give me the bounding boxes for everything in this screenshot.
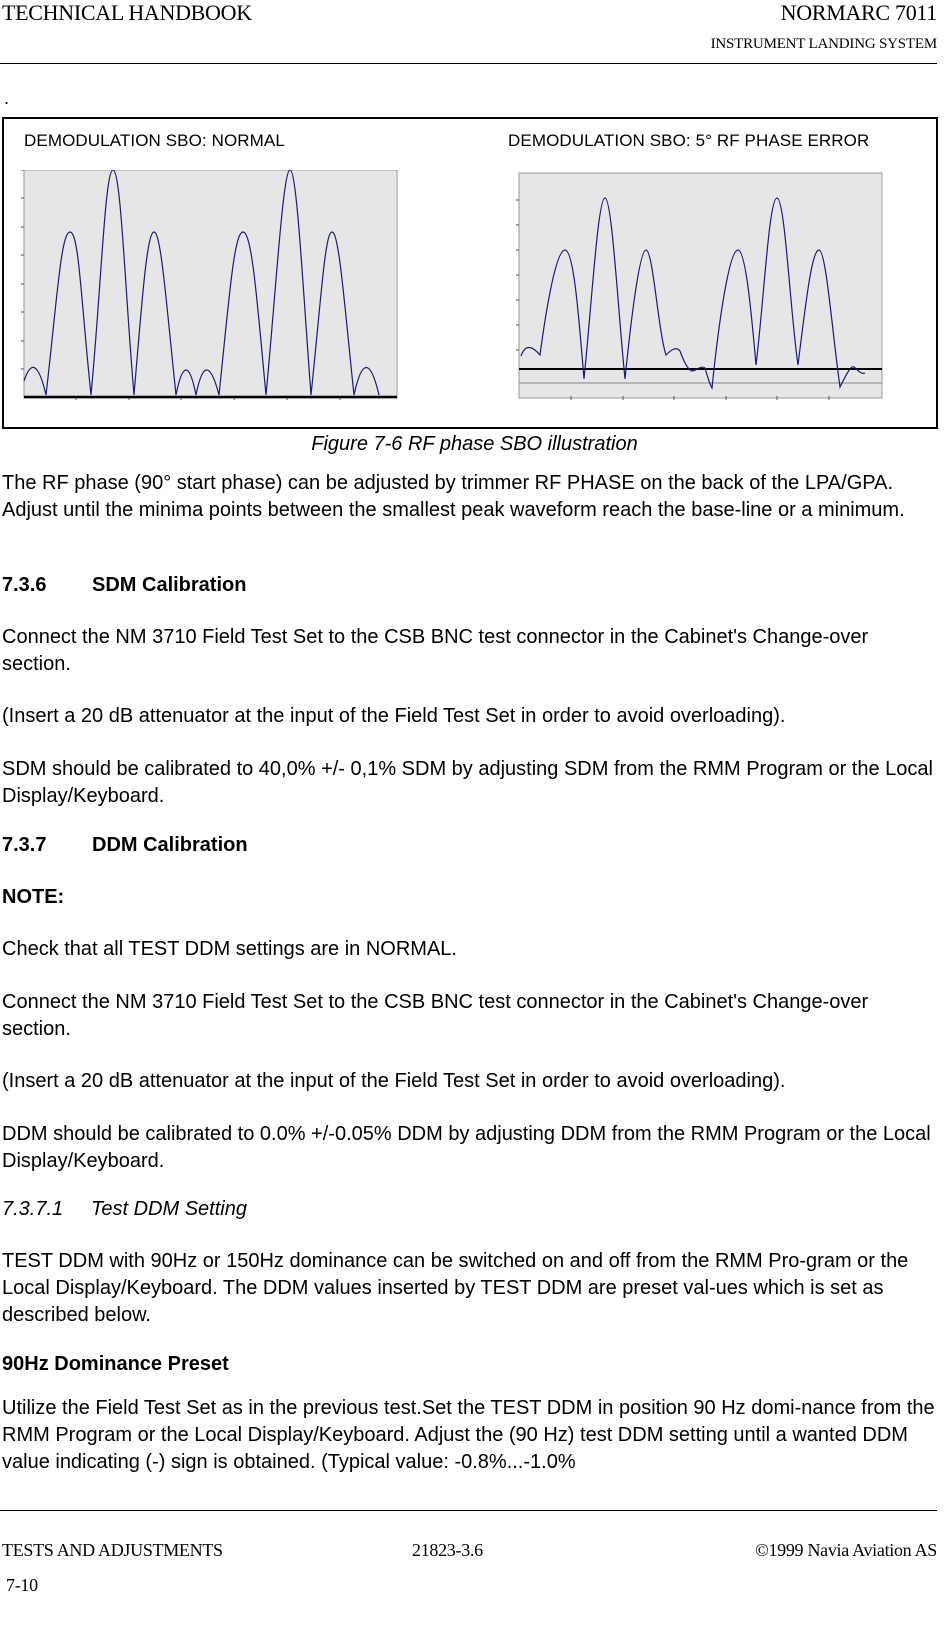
- ddm-connect-paragraph: Connect the NM 3710 Field Test Set to the CSB BNC test connector in the Cabinet's Change-over section.: [2, 991, 869, 1040]
- ddm-calibration-paragraph: DDM should be calibrated to 0.0% +/-0.05% DDM by adjusting DDM from the RMM Program or the Local Display/Keyboard.: [2, 1123, 931, 1172]
- footer-rule: [0, 1510, 937, 1511]
- right-plot-title: DEMODULATION SBO: 5° RF PHASE ERROR: [508, 131, 870, 150]
- section-heading-ddm: [2, 834, 248, 857]
- subsection-title: Test DDM Setting: [91, 1198, 247, 1220]
- note-paragraph: Check that all TEST DDM settings are in NORMAL.: [2, 938, 457, 960]
- section-title: DDM Calibration: [92, 834, 248, 856]
- subsection-heading-test-ddm: [2, 1198, 247, 1221]
- system-name: INSTRUMENT LANDING SYSTEM: [710, 36, 937, 52]
- product-name: NORMARC 7011: [780, 0, 937, 25]
- stray-mark: .: [4, 88, 10, 108]
- note-label: NOTE:: [2, 886, 65, 908]
- sdm-calibration-paragraph: SDM should be calibrated to 40,0% +/- 0,1% SDM by adjusting SDM from the RMM Program or the Local Display/Keyboard.: [2, 758, 933, 807]
- chapter-name: TESTS AND ADJUSTMENTS: [2, 1540, 223, 1560]
- dominance-paragraph: Utilize the Field Test Set as in the previous test.Set the TEST DDM in position 90 Hz domi-nance from the RMM Program or the Local Display/Keyboard. Adjust the (90 Hz) test DDM setting until a wanted DDM value indicating (-) sign is obtained. (Typical value: -0.8%...-1.0%: [2, 1397, 935, 1473]
- dominance-heading: 90Hz Dominance Preset: [2, 1353, 229, 1375]
- ddm-attenuator-paragraph: (Insert a 20 dB attenuator at the input of the Field Test Set in order to avoid overloading).: [2, 1070, 786, 1092]
- figure-caption: Figure 7-6 RF phase SBO illustration: [311, 433, 638, 455]
- document-number: 21823-3.6: [412, 1540, 483, 1560]
- copyright: ©1999 Navia Aviation AS: [755, 1540, 937, 1560]
- handbook-title: TECHNICAL HANDBOOK: [2, 0, 252, 25]
- normal-sbo-waveform-plot: [21, 170, 401, 400]
- section-number: 7.3.6: [2, 574, 47, 596]
- phase-error-sbo-waveform-plot: [516, 170, 886, 400]
- section-number: 7.3.7: [2, 834, 47, 856]
- sdm-attenuator-paragraph: (Insert a 20 dB attenuator at the input of the Field Test Set in order to avoid overloading).: [2, 705, 786, 727]
- section-heading-sdm: [2, 574, 246, 597]
- section-title: SDM Calibration: [92, 574, 247, 596]
- page-number: 7-10: [6, 1575, 38, 1595]
- left-plot-title: DEMODULATION SBO: NORMAL: [24, 131, 285, 150]
- header-rule: [0, 63, 937, 64]
- rf-phase-paragraph: The RF phase (90° start phase) can be adjusted by trimmer RF PHASE on the back of the LPA/GPA. Adjust until the minima points between the smallest peak waveform reach the base-line or a minimum.: [2, 472, 905, 521]
- plot-background: [24, 170, 397, 398]
- sdm-connect-paragraph: Connect the NM 3710 Field Test Set to the CSB BNC test connector in the Cabinet's Change-over section.: [2, 626, 869, 675]
- figure-frame: [2, 117, 938, 429]
- test-ddm-paragraph: TEST DDM with 90Hz or 150Hz dominance can be switched on and off from the RMM Pro-gram or the Local Display/Keyboard. The DDM values inserted by TEST DDM are preset val-ues which is set as described below.: [2, 1250, 909, 1326]
- subsection-number: 7.3.7.1: [2, 1198, 64, 1220]
